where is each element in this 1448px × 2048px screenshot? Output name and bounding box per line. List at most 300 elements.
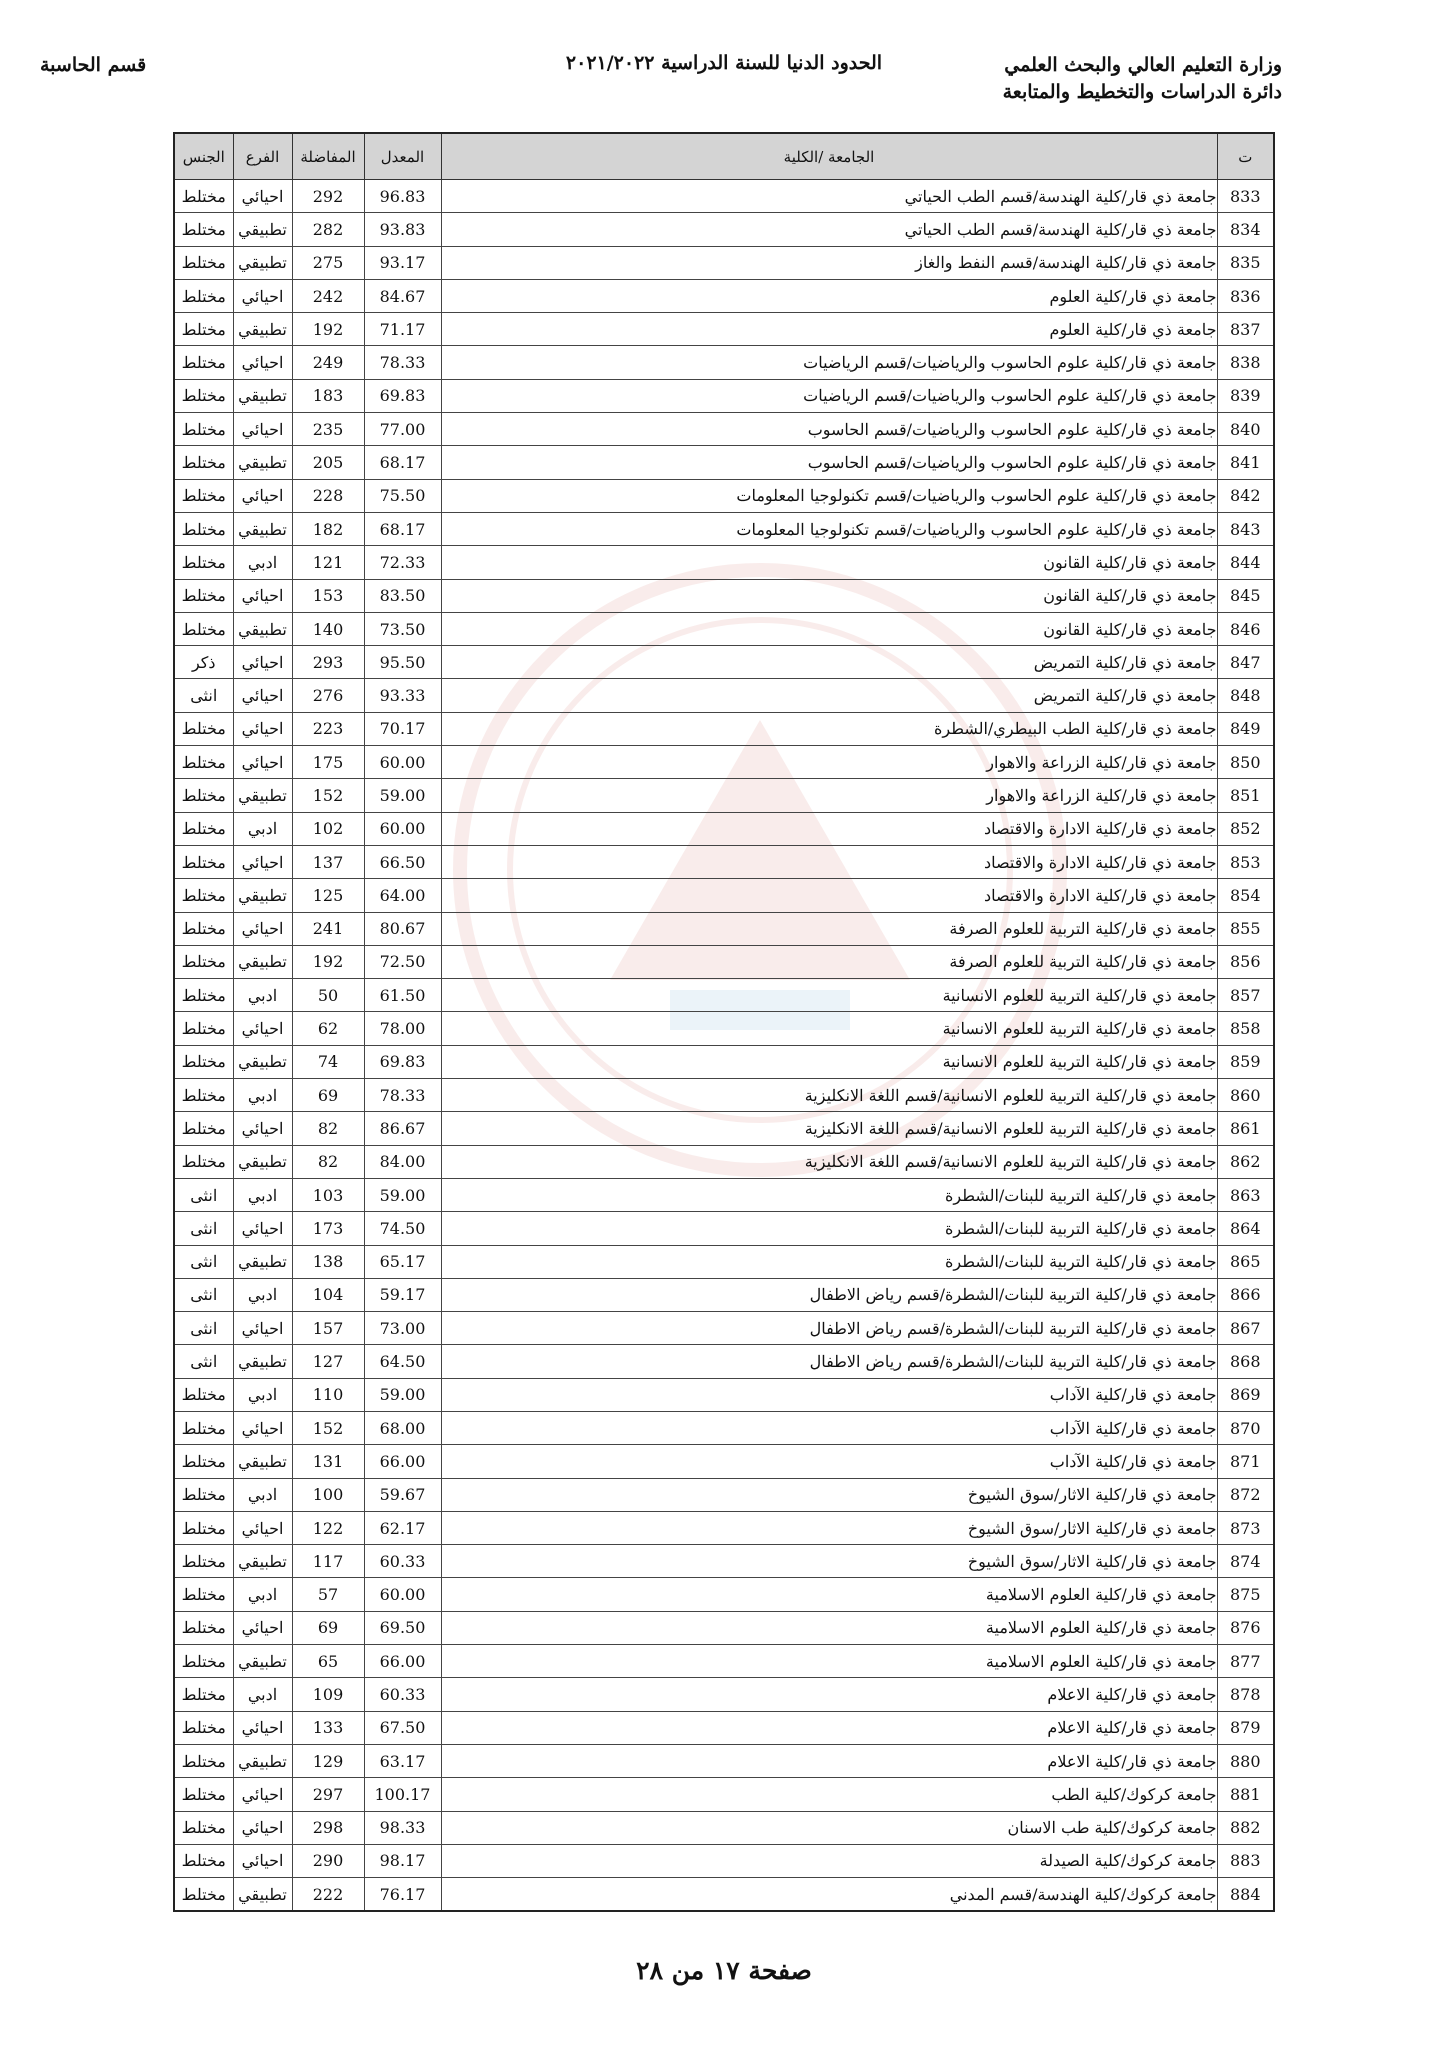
row-branch: احيائي bbox=[233, 579, 292, 612]
row-gender: مختلط bbox=[174, 945, 233, 978]
row-gender: مختلط bbox=[174, 1711, 233, 1744]
row-university: جامعة ذي قار/كلية التربية للعلوم الصرفة bbox=[441, 945, 1217, 978]
row-average: 66.00 bbox=[364, 1445, 441, 1478]
row-preference: 137 bbox=[292, 845, 364, 878]
row-preference: 205 bbox=[292, 446, 364, 479]
column-header-average: المعدل bbox=[364, 133, 441, 180]
row-number: 847 bbox=[1217, 646, 1274, 679]
row-university: جامعة ذي قار/كلية الادارة والاقتصاد bbox=[441, 845, 1217, 878]
row-university: جامعة ذي قار/كلية التربية للعلوم الانسانية bbox=[441, 1045, 1217, 1078]
page-number: صفحة ١٧ من ٢٨ bbox=[636, 1956, 812, 1985]
row-gender: مختلط bbox=[174, 180, 233, 213]
row-university: جامعة ذي قار/كلية القانون bbox=[441, 546, 1217, 579]
row-preference: 282 bbox=[292, 213, 364, 246]
row-average: 84.00 bbox=[364, 1145, 441, 1178]
row-preference: 298 bbox=[292, 1811, 364, 1844]
row-preference: 103 bbox=[292, 1178, 364, 1211]
row-average: 83.50 bbox=[364, 579, 441, 612]
row-branch: ادبي bbox=[233, 979, 292, 1012]
row-average: 59.17 bbox=[364, 1278, 441, 1311]
row-branch: احيائي bbox=[233, 1811, 292, 1844]
table-row bbox=[174, 1844, 1274, 1877]
row-branch: ادبي bbox=[233, 1478, 292, 1511]
section-name: قسم الحاسبة bbox=[40, 54, 147, 76]
row-number: 860 bbox=[1217, 1079, 1274, 1112]
row-university: جامعة ذي قار/كلية التربية للعلوم الانسانية/قسم اللغة الانكليزية bbox=[441, 1145, 1217, 1178]
row-gender: مختلط bbox=[174, 1045, 233, 1078]
row-preference: 228 bbox=[292, 479, 364, 512]
row-average: 77.00 bbox=[364, 413, 441, 446]
table-row bbox=[174, 1212, 1274, 1245]
row-preference: 65 bbox=[292, 1645, 364, 1678]
row-number: 850 bbox=[1217, 746, 1274, 779]
row-preference: 138 bbox=[292, 1245, 364, 1278]
row-average: 60.33 bbox=[364, 1678, 441, 1711]
row-preference: 290 bbox=[292, 1844, 364, 1877]
column-header-num: ت bbox=[1217, 133, 1274, 180]
row-branch: احيائي bbox=[233, 679, 292, 712]
row-preference: 276 bbox=[292, 679, 364, 712]
row-preference: 175 bbox=[292, 746, 364, 779]
row-preference: 275 bbox=[292, 246, 364, 279]
row-university: جامعة ذي قار/كلية العلوم الاسلامية bbox=[441, 1645, 1217, 1678]
row-preference: 157 bbox=[292, 1312, 364, 1345]
row-gender: مختلط bbox=[174, 1511, 233, 1544]
department-name: دائرة الدراسات والتخطيط والمتابعة bbox=[1002, 81, 1282, 103]
table-row bbox=[174, 579, 1274, 612]
row-preference: 222 bbox=[292, 1878, 364, 1912]
row-number: 878 bbox=[1217, 1678, 1274, 1711]
row-number: 876 bbox=[1217, 1611, 1274, 1644]
row-university: جامعة ذي قار/كلية الادارة والاقتصاد bbox=[441, 812, 1217, 845]
table-row bbox=[174, 1645, 1274, 1678]
row-gender: مختلط bbox=[174, 213, 233, 246]
row-gender: مختلط bbox=[174, 1878, 233, 1912]
row-average: 96.83 bbox=[364, 180, 441, 213]
row-branch: تطبيقي bbox=[233, 945, 292, 978]
row-gender: مختلط bbox=[174, 1145, 233, 1178]
row-average: 72.50 bbox=[364, 945, 441, 978]
row-branch: تطبيقي bbox=[233, 213, 292, 246]
row-gender: مختلط bbox=[174, 845, 233, 878]
table-row bbox=[174, 346, 1274, 379]
row-number: 862 bbox=[1217, 1145, 1274, 1178]
row-average: 66.50 bbox=[364, 845, 441, 878]
table-row bbox=[174, 1345, 1274, 1378]
row-gender: انثى bbox=[174, 1312, 233, 1345]
row-branch: تطبيقي bbox=[233, 1645, 292, 1678]
row-number: 870 bbox=[1217, 1411, 1274, 1444]
row-average: 74.50 bbox=[364, 1212, 441, 1245]
row-branch: تطبيقي bbox=[233, 379, 292, 412]
row-university: جامعة ذي قار/كلية الزراعة والاهوار bbox=[441, 779, 1217, 812]
row-gender: مختلط bbox=[174, 779, 233, 812]
row-gender: مختلط bbox=[174, 879, 233, 912]
row-number: 873 bbox=[1217, 1511, 1274, 1544]
row-branch: احيائي bbox=[233, 712, 292, 745]
row-gender: مختلط bbox=[174, 246, 233, 279]
row-preference: 69 bbox=[292, 1079, 364, 1112]
row-average: 98.17 bbox=[364, 1844, 441, 1877]
row-branch: تطبيقي bbox=[233, 1045, 292, 1078]
row-university: جامعة كركوك/كلية الصيدلة bbox=[441, 1844, 1217, 1877]
row-gender: مختلط bbox=[174, 1445, 233, 1478]
row-average: 59.00 bbox=[364, 1178, 441, 1211]
row-preference: 104 bbox=[292, 1278, 364, 1311]
row-average: 98.33 bbox=[364, 1811, 441, 1844]
row-branch: احيائي bbox=[233, 1511, 292, 1544]
row-preference: 192 bbox=[292, 945, 364, 978]
table-row bbox=[174, 612, 1274, 645]
table-header-row bbox=[174, 133, 1274, 180]
row-university: جامعة ذي قار/كلية الآداب bbox=[441, 1445, 1217, 1478]
table-row bbox=[174, 1178, 1274, 1211]
row-average: 60.00 bbox=[364, 812, 441, 845]
row-average: 60.00 bbox=[364, 746, 441, 779]
row-average: 63.17 bbox=[364, 1744, 441, 1777]
row-branch: احيائي bbox=[233, 845, 292, 878]
table-row bbox=[174, 679, 1274, 712]
row-average: 78.33 bbox=[364, 1079, 441, 1112]
row-university: جامعة ذي قار/كلية القانون bbox=[441, 612, 1217, 645]
admission-table bbox=[173, 132, 1275, 1912]
row-branch: تطبيقي bbox=[233, 779, 292, 812]
row-average: 93.83 bbox=[364, 213, 441, 246]
row-average: 64.50 bbox=[364, 1345, 441, 1378]
row-branch: ادبي bbox=[233, 1079, 292, 1112]
row-gender: مختلط bbox=[174, 1645, 233, 1678]
row-branch: احيائي bbox=[233, 912, 292, 945]
row-gender: مختلط bbox=[174, 712, 233, 745]
column-header-preference: المفاضلة bbox=[292, 133, 364, 180]
row-preference: 129 bbox=[292, 1744, 364, 1777]
column-header-university: الجامعة /الكلية bbox=[441, 133, 1217, 180]
row-university: جامعة ذي قار/كلية العلوم bbox=[441, 279, 1217, 312]
row-branch: تطبيقي bbox=[233, 1345, 292, 1378]
table-row bbox=[174, 1811, 1274, 1844]
row-branch: ادبي bbox=[233, 812, 292, 845]
table-row bbox=[174, 1012, 1274, 1045]
row-gender: مختلط bbox=[174, 979, 233, 1012]
row-gender: مختلط bbox=[174, 1012, 233, 1045]
row-branch: ادبي bbox=[233, 1678, 292, 1711]
row-branch: احيائي bbox=[233, 413, 292, 446]
row-number: 872 bbox=[1217, 1478, 1274, 1511]
row-branch: تطبيقي bbox=[233, 1545, 292, 1578]
table-row bbox=[174, 1312, 1274, 1345]
row-preference: 109 bbox=[292, 1678, 364, 1711]
row-branch: تطبيقي bbox=[233, 1145, 292, 1178]
table-row bbox=[174, 313, 1274, 346]
row-gender: مختلط bbox=[174, 546, 233, 579]
row-branch: تطبيقي bbox=[233, 1878, 292, 1912]
table-row bbox=[174, 945, 1274, 978]
row-number: 844 bbox=[1217, 546, 1274, 579]
row-university: جامعة ذي قار/كلية التربية للبنات/الشطرة/قسم رياض الاطفال bbox=[441, 1345, 1217, 1378]
row-average: 68.17 bbox=[364, 512, 441, 545]
row-gender: مختلط bbox=[174, 1811, 233, 1844]
row-number: 852 bbox=[1217, 812, 1274, 845]
table-row bbox=[174, 1112, 1274, 1145]
row-gender: انثى bbox=[174, 1345, 233, 1378]
table-row bbox=[174, 746, 1274, 779]
row-number: 839 bbox=[1217, 379, 1274, 412]
row-university: جامعة ذي قار/كلية العلوم bbox=[441, 313, 1217, 346]
row-university: جامعة ذي قار/كلية الهندسة/قسم النفط والغاز bbox=[441, 246, 1217, 279]
row-number: 863 bbox=[1217, 1178, 1274, 1211]
table-row bbox=[174, 413, 1274, 446]
row-average: 95.50 bbox=[364, 646, 441, 679]
row-average: 73.50 bbox=[364, 612, 441, 645]
row-gender: مختلط bbox=[174, 1079, 233, 1112]
row-average: 71.17 bbox=[364, 313, 441, 346]
row-university: جامعة ذي قار/كلية علوم الحاسوب والرياضيات/قسم الرياضيات bbox=[441, 379, 1217, 412]
row-university: جامعة ذي قار/كلية الاعلام bbox=[441, 1711, 1217, 1744]
row-gender: مختلط bbox=[174, 1678, 233, 1711]
row-average: 72.33 bbox=[364, 546, 441, 579]
row-branch: تطبيقي bbox=[233, 313, 292, 346]
table-row bbox=[174, 279, 1274, 312]
table-row bbox=[174, 246, 1274, 279]
row-preference: 82 bbox=[292, 1145, 364, 1178]
row-average: 62.17 bbox=[364, 1511, 441, 1544]
row-university: جامعة ذي قار/كلية القانون bbox=[441, 579, 1217, 612]
row-preference: 133 bbox=[292, 1711, 364, 1744]
row-average: 64.00 bbox=[364, 879, 441, 912]
row-gender: مختلط bbox=[174, 279, 233, 312]
row-average: 69.50 bbox=[364, 1611, 441, 1644]
row-gender: مختلط bbox=[174, 746, 233, 779]
row-university: جامعة كركوك/كلية طب الاسنان bbox=[441, 1811, 1217, 1844]
row-branch: تطبيقي bbox=[233, 512, 292, 545]
row-number: 857 bbox=[1217, 979, 1274, 1012]
row-average: 60.33 bbox=[364, 1545, 441, 1578]
row-preference: 110 bbox=[292, 1378, 364, 1411]
row-branch: تطبيقي bbox=[233, 879, 292, 912]
row-average: 66.00 bbox=[364, 1645, 441, 1678]
row-average: 93.17 bbox=[364, 246, 441, 279]
row-preference: 173 bbox=[292, 1212, 364, 1245]
row-branch: تطبيقي bbox=[233, 446, 292, 479]
row-gender: مختلط bbox=[174, 579, 233, 612]
row-branch: ادبي bbox=[233, 546, 292, 579]
row-gender: مختلط bbox=[174, 346, 233, 379]
row-number: 864 bbox=[1217, 1212, 1274, 1245]
row-university: جامعة ذي قار/كلية التربية للعلوم الانسانية/قسم اللغة الانكليزية bbox=[441, 1112, 1217, 1145]
table-row bbox=[174, 180, 1274, 213]
table-row bbox=[174, 213, 1274, 246]
row-average: 59.00 bbox=[364, 1378, 441, 1411]
row-preference: 249 bbox=[292, 346, 364, 379]
row-average: 69.83 bbox=[364, 379, 441, 412]
row-university: جامعة ذي قار/كلية الاعلام bbox=[441, 1744, 1217, 1777]
row-branch: احيائي bbox=[233, 1312, 292, 1345]
ministry-name: وزارة التعليم العالي والبحث العلمي bbox=[1004, 54, 1282, 76]
table-row bbox=[174, 912, 1274, 945]
row-branch: ادبي bbox=[233, 1378, 292, 1411]
row-average: 59.67 bbox=[364, 1478, 441, 1511]
row-university: جامعة ذي قار/كلية التربية للعلوم الانسانية/قسم اللغة الانكليزية bbox=[441, 1079, 1217, 1112]
row-number: 848 bbox=[1217, 679, 1274, 712]
table-row bbox=[174, 1778, 1274, 1811]
table-row bbox=[174, 1711, 1274, 1744]
row-university: جامعة ذي قار/كلية العلوم الاسلامية bbox=[441, 1611, 1217, 1644]
row-university: جامعة ذي قار/كلية التمريض bbox=[441, 646, 1217, 679]
row-university: جامعة ذي قار/كلية التربية للبنات/الشطرة bbox=[441, 1245, 1217, 1278]
row-average: 60.00 bbox=[364, 1578, 441, 1611]
row-number: 851 bbox=[1217, 779, 1274, 812]
row-university: جامعة ذي قار/كلية الطب البيطري/الشطرة bbox=[441, 712, 1217, 745]
row-number: 833 bbox=[1217, 180, 1274, 213]
row-average: 75.50 bbox=[364, 479, 441, 512]
row-branch: ادبي bbox=[233, 1578, 292, 1611]
row-preference: 235 bbox=[292, 413, 364, 446]
row-branch: ادبي bbox=[233, 1178, 292, 1211]
row-number: 881 bbox=[1217, 1778, 1274, 1811]
row-average: 65.17 bbox=[364, 1245, 441, 1278]
row-number: 861 bbox=[1217, 1112, 1274, 1145]
row-number: 853 bbox=[1217, 845, 1274, 878]
row-gender: مختلط bbox=[174, 1112, 233, 1145]
row-branch: احيائي bbox=[233, 180, 292, 213]
row-number: 843 bbox=[1217, 512, 1274, 545]
row-preference: 241 bbox=[292, 912, 364, 945]
row-number: 858 bbox=[1217, 1012, 1274, 1045]
row-average: 69.83 bbox=[364, 1045, 441, 1078]
row-branch: احيائي bbox=[233, 346, 292, 379]
row-number: 838 bbox=[1217, 346, 1274, 379]
row-preference: 182 bbox=[292, 512, 364, 545]
row-number: 867 bbox=[1217, 1312, 1274, 1345]
row-number: 841 bbox=[1217, 446, 1274, 479]
row-gender: مختلط bbox=[174, 479, 233, 512]
row-average: 84.67 bbox=[364, 279, 441, 312]
row-branch: تطبيقي bbox=[233, 246, 292, 279]
row-gender: مختلط bbox=[174, 1378, 233, 1411]
column-header-branch: الفرع bbox=[233, 133, 292, 180]
row-university: جامعة ذي قار/كلية التربية للبنات/الشطرة bbox=[441, 1178, 1217, 1211]
row-number: 835 bbox=[1217, 246, 1274, 279]
table-row bbox=[174, 1878, 1274, 1912]
row-university: جامعة ذي قار/كلية الآداب bbox=[441, 1378, 1217, 1411]
row-gender: مختلط bbox=[174, 446, 233, 479]
row-university: جامعة ذي قار/كلية الهندسة/قسم الطب الحياتي bbox=[441, 180, 1217, 213]
row-number: 846 bbox=[1217, 612, 1274, 645]
row-average: 78.33 bbox=[364, 346, 441, 379]
row-number: 856 bbox=[1217, 945, 1274, 978]
table-row bbox=[174, 1445, 1274, 1478]
row-branch: احيائي bbox=[233, 279, 292, 312]
row-preference: 62 bbox=[292, 1012, 364, 1045]
table-row bbox=[174, 1611, 1274, 1644]
row-preference: 242 bbox=[292, 279, 364, 312]
table-row bbox=[174, 1145, 1274, 1178]
row-university: جامعة ذي قار/كلية الهندسة/قسم الطب الحياتي bbox=[441, 213, 1217, 246]
row-average: 61.50 bbox=[364, 979, 441, 1012]
row-branch: احيائي bbox=[233, 1411, 292, 1444]
table-row bbox=[174, 646, 1274, 679]
row-average: 78.00 bbox=[364, 1012, 441, 1045]
row-preference: 183 bbox=[292, 379, 364, 412]
row-number: 869 bbox=[1217, 1378, 1274, 1411]
row-preference: 74 bbox=[292, 1045, 364, 1078]
column-header-gender: الجنس bbox=[174, 133, 233, 180]
table-row bbox=[174, 845, 1274, 878]
row-branch: احيائي bbox=[233, 1212, 292, 1245]
row-branch: ادبي bbox=[233, 1278, 292, 1311]
row-gender: ذكر bbox=[174, 646, 233, 679]
row-branch: تطبيقي bbox=[233, 1445, 292, 1478]
row-gender: مختلط bbox=[174, 812, 233, 845]
row-university: جامعة ذي قار/كلية العلوم الاسلامية bbox=[441, 1578, 1217, 1611]
row-gender: مختلط bbox=[174, 413, 233, 446]
table-row bbox=[174, 379, 1274, 412]
row-average: 68.17 bbox=[364, 446, 441, 479]
row-preference: 102 bbox=[292, 812, 364, 845]
row-university: جامعة ذي قار/كلية التربية للعلوم الصرفة bbox=[441, 912, 1217, 945]
row-university: جامعة ذي قار/كلية الادارة والاقتصاد bbox=[441, 879, 1217, 912]
row-number: 842 bbox=[1217, 479, 1274, 512]
table-row bbox=[174, 1278, 1274, 1311]
row-number: 875 bbox=[1217, 1578, 1274, 1611]
row-university: جامعة ذي قار/كلية الاثار/سوق الشيوخ bbox=[441, 1511, 1217, 1544]
row-number: 849 bbox=[1217, 712, 1274, 745]
row-preference: 153 bbox=[292, 579, 364, 612]
row-branch: احيائي bbox=[233, 1778, 292, 1811]
row-preference: 69 bbox=[292, 1611, 364, 1644]
row-number: 879 bbox=[1217, 1711, 1274, 1744]
table-row bbox=[174, 779, 1274, 812]
row-average: 68.00 bbox=[364, 1411, 441, 1444]
row-university: جامعة ذي قار/كلية علوم الحاسوب والرياضيات/قسم تكنولوجيا المعلومات bbox=[441, 479, 1217, 512]
row-university: جامعة ذي قار/كلية الآداب bbox=[441, 1411, 1217, 1444]
row-average: 73.00 bbox=[364, 1312, 441, 1345]
row-average: 93.33 bbox=[364, 679, 441, 712]
row-university: جامعة ذي قار/كلية التربية للبنات/الشطرة/قسم رياض الاطفال bbox=[441, 1312, 1217, 1345]
row-gender: مختلط bbox=[174, 612, 233, 645]
row-gender: مختلط bbox=[174, 379, 233, 412]
row-university: جامعة كركوك/كلية الهندسة/قسم المدني bbox=[441, 1878, 1217, 1912]
table-row bbox=[174, 1744, 1274, 1777]
row-university: جامعة ذي قار/كلية التربية للعلوم الانسانية bbox=[441, 1012, 1217, 1045]
row-university: جامعة ذي قار/كلية الزراعة والاهوار bbox=[441, 746, 1217, 779]
table-row bbox=[174, 1411, 1274, 1444]
row-number: 836 bbox=[1217, 279, 1274, 312]
row-preference: 100 bbox=[292, 1478, 364, 1511]
row-number: 871 bbox=[1217, 1445, 1274, 1478]
row-average: 70.17 bbox=[364, 712, 441, 745]
row-preference: 297 bbox=[292, 1778, 364, 1811]
row-number: 883 bbox=[1217, 1844, 1274, 1877]
row-branch: تطبيقي bbox=[233, 1245, 292, 1278]
row-average: 59.00 bbox=[364, 779, 441, 812]
row-gender: مختلط bbox=[174, 1545, 233, 1578]
row-gender: انثى bbox=[174, 1212, 233, 1245]
row-branch: احيائي bbox=[233, 1112, 292, 1145]
row-number: 877 bbox=[1217, 1645, 1274, 1678]
table-row bbox=[174, 879, 1274, 912]
row-preference: 125 bbox=[292, 879, 364, 912]
row-university: جامعة ذي قار/كلية الاعلام bbox=[441, 1678, 1217, 1711]
row-branch: احيائي bbox=[233, 479, 292, 512]
row-preference: 140 bbox=[292, 612, 364, 645]
row-branch: احيائي bbox=[233, 1844, 292, 1877]
row-preference: 223 bbox=[292, 712, 364, 745]
row-gender: مختلط bbox=[174, 1411, 233, 1444]
table-row bbox=[174, 1079, 1274, 1112]
row-number: 880 bbox=[1217, 1744, 1274, 1777]
row-branch: احيائي bbox=[233, 1611, 292, 1644]
